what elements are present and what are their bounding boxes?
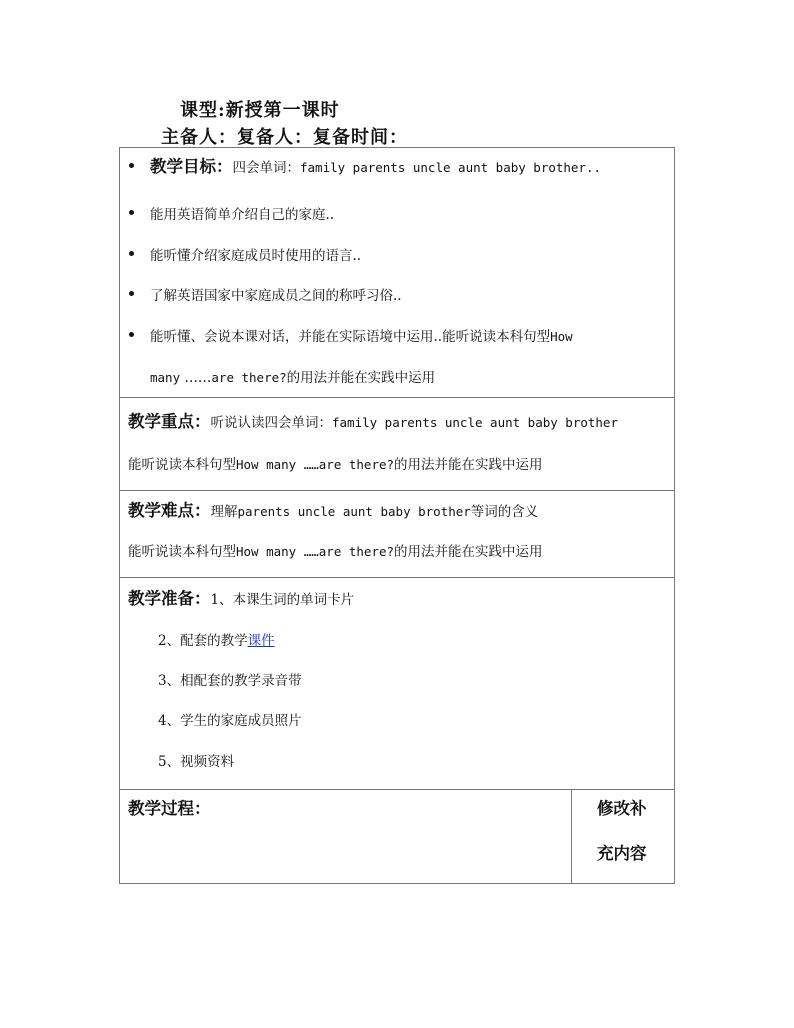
preparation-section [120, 578, 674, 790]
revision-label-line-2: 充内容 [597, 844, 647, 863]
lesson-plan-table [119, 147, 675, 884]
column-divider [571, 790, 572, 883]
preparation-item-3: 3、相配套的教学录音带 [158, 673, 302, 689]
preparation-item-4: 4、学生的家庭成员照片 [158, 713, 302, 729]
objective-item-3: 能听懂介绍家庭成员时使用的语言.. [150, 248, 362, 264]
difficulties-line-2: 能听说读本科句型How many ……are there?的用法并能在实践中运用 [128, 544, 543, 560]
preparation-line-1: 教学准备：1、本课生词的单词卡片 [128, 589, 355, 608]
preparation-label: 教学准备： [128, 589, 211, 608]
key-points-line-2: 能听说读本科句型How many ……are there?的用法并能在实践中运用 [128, 457, 543, 473]
courseware-link[interactable]: 课件 [247, 633, 275, 649]
preparation-item-5: 5、视频资料 [158, 754, 235, 770]
objectives-section [120, 148, 674, 398]
process-label: 教学过程： [128, 799, 211, 818]
objective-item-2: 能用英语简单介绍自己的家庭.. [150, 207, 335, 223]
objectives-label: 教学目标： [150, 157, 233, 176]
preparation-item-2: 2、配套的教学课件 [158, 633, 275, 649]
lesson-type: 课型:新授第一课时 [180, 100, 340, 121]
preparers-line: 主备人：复备人：复备时间： [161, 127, 408, 148]
key-points-section [120, 398, 674, 491]
key-points-line-1: 教学重点：听说认读四会单词：family parents uncle aunt baby brother [128, 412, 618, 431]
objective-item-5-cont: many ……are there?的用法并能在实践中运用 [150, 370, 436, 386]
bullet [129, 210, 134, 215]
key-points-label: 教学重点： [128, 412, 211, 431]
difficulties-section [120, 491, 674, 578]
bullet [129, 251, 134, 256]
difficulties-line-1: 教学难点：理解parents uncle aunt baby brother等词的含义 [128, 501, 539, 520]
bullet [129, 332, 134, 337]
difficulties-label: 教学难点： [128, 501, 211, 520]
revision-label-line-1: 修改补 [597, 799, 647, 818]
process-section [120, 790, 674, 883]
objective-item-1: 教学目标：四会单词：family parents uncle aunt baby brother.. [150, 157, 602, 176]
bullet [129, 163, 134, 168]
objective-item-4: 了解英语国家中家庭成员之间的称呼习俗.. [150, 288, 402, 304]
objective-item-5: 能听懂、会说本课对话，并能在实际语境中运用..能听说读本科句型How [150, 329, 573, 345]
bullet [129, 291, 134, 296]
